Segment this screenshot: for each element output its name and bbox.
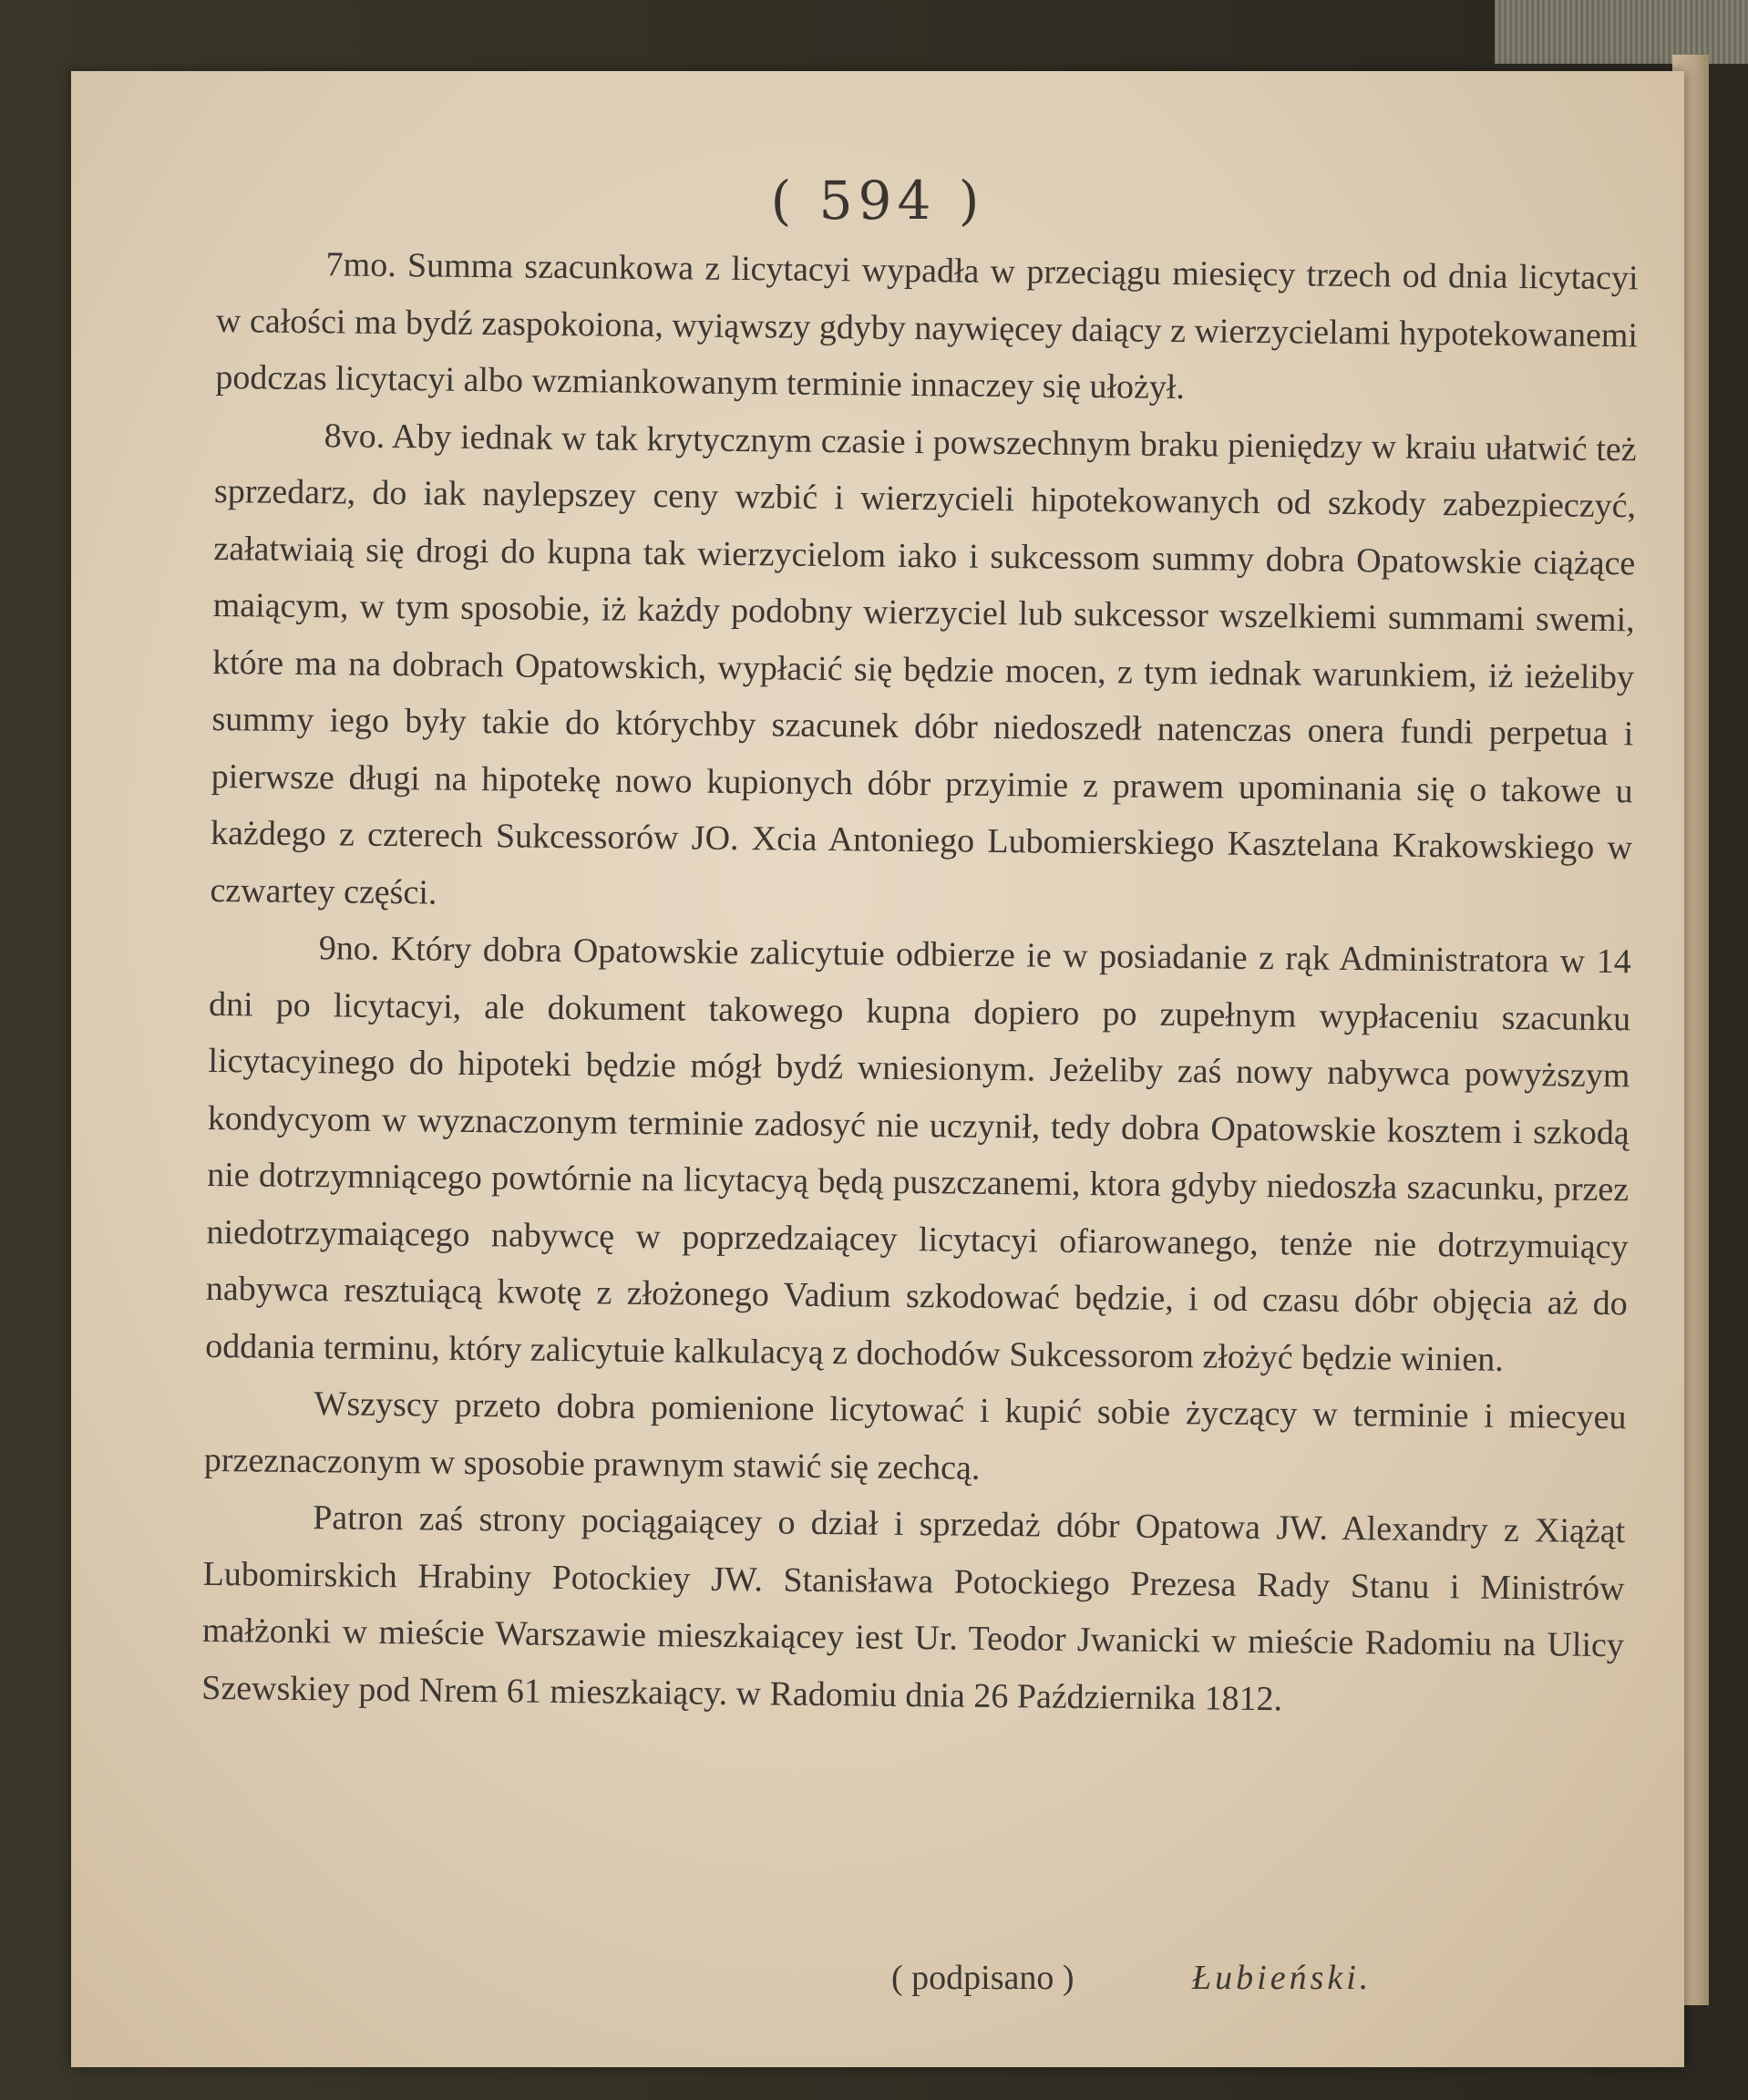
paragraph-patron: Patron zaś strony pociągaiącey o dział i sprzedaż dóbr Opatowa JW. Alexandry z Xiążąt Lubomirskich Hrabiny Potockiey JW. Stanisława Potockiego Prezesa Rady Stanu i Ministrów małżonki w mieście Warszawie mieszkaiącey iest Ur. Teodor Jwanicki w mieście Radomiu na Ulicy Szewskiey pod Nrem 61 mieszkaiący. w Radomiu dnia 26 Października 1812. <box>201 1498 1626 1718</box>
body-text <box>201 235 1639 1731</box>
paragraph-8vo: 8vo. Aby iednak w tak krytycznym czasie i powszechnym braku pieniędzy w kraiu ułatwić też sprzedarz, do iak naylepszey ceny wzbić i wierzycieli hipotekowanych od szkody zabezpieczyć, załatwiaią się drogi do kupna tak wierzycielom iako i sukcessom summy dobra Opatowskie ciążące maiącym, w tym sposobie, iż każdy podobny wierzyciel lub sukcessor wszelkiemi summami swemi, które ma na dobrach Opatowskich, wypłacić się będzie mocen, z tym iednak warunkiem, iż ieżeliby summy iego były takie do którychby szacunek dóbr niedoszedł natenczas onera fundi perpetua i pierwsze długi na hipotekę nowo kupionych dóbr przyimie z prawem upominania się o takowe u każdego z czterech Sukcessorów JO. Xcia Antoniego Lubomierskiego Kasztelana Krakowskiego w czwartey części. <box>210 416 1637 912</box>
page-number: ( 594 ) <box>770 170 985 232</box>
document-page <box>71 71 1684 2067</box>
signed-label: ( podpisano ) <box>891 1959 1075 1997</box>
book-block-edge <box>1495 0 1748 64</box>
signer-name: Łubieński. <box>1192 1959 1373 1997</box>
signature-line <box>891 1958 1372 1998</box>
paragraph-wszyscy: Wszyscy przeto dobra pomienione licytować i kupić sobie życzący w terminie i miecyeu przeznaczonym w sposobie prawnym stawić się zechcą. <box>203 1385 1627 1488</box>
paragraph-7mo: 7mo. Summa szacunkowa z licytacyi wypadła w przeciągu miesięcy trzech od dnia licytacyi w całości ma bydź zaspokoiona, wyiąwszy gdyby naywięcey daiący z wierzycielami hypotekowanemi podczas licytacyi albo wzmiankowanym terminie innaczey się ułożył. <box>215 245 1639 407</box>
paragraph-9no: 9no. Który dobra Opatowskie zalicytuie odbierze ie w posiadanie z rąk Administratora w 14 dni po licytacyi, ale dokument takowego kupna dopiero po zupełnym wypłaceniu szacunku licytacyinego do hipoteki będzie mógł bydź wniesionym. Jeżeliby zaś nowy nabywca powyższym kondycyom w wyznaczonym terminie zadosyć nie uczynił, tedy dobra Opatowskie kosztem i szkodą nie dotrzymniącego powtórnie na licytacyą będą puszczanemi, ktora gdyby niedoszła szacunku, przez niedotrzymaiącego nabywcę w poprzedzaiącey licytacyi ofiarowanego, tenże nie dotrzymuiący nabywca resztuiącą kwotę z złożonego Vadium szkodować będzie, i od czasu dóbr objęcia aż do oddania terminu, który zalicytuie kalkulacyą z dochodów Sukcessorom złożyć będzie winien. <box>205 929 1631 1379</box>
